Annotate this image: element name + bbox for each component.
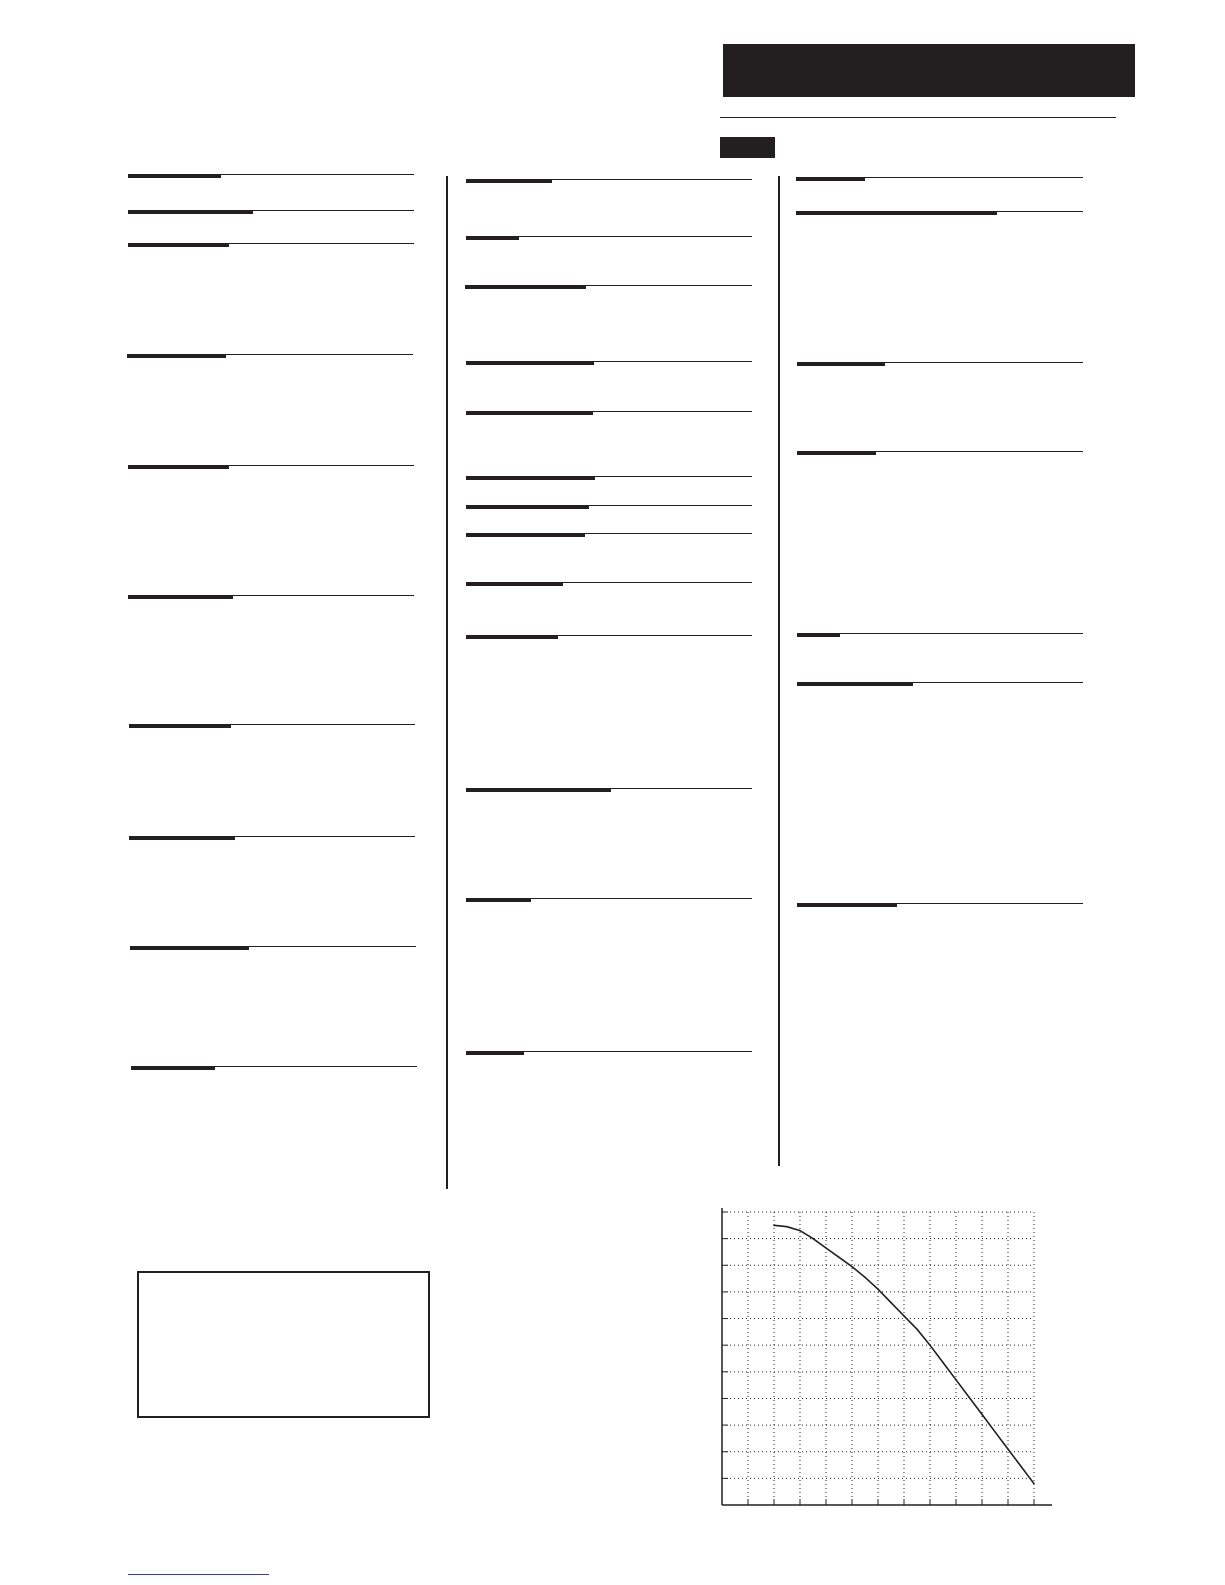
section-heading-rule <box>127 354 413 355</box>
performance-chart <box>712 1200 1062 1510</box>
section-heading-rule <box>466 898 752 899</box>
section-heading-rule <box>466 788 752 789</box>
series-point <box>773 1225 775 1227</box>
section-heading-rule <box>466 411 752 412</box>
section-heading-rule <box>466 635 752 636</box>
series-point <box>851 1266 853 1268</box>
section-heading-rule <box>796 177 1083 178</box>
section-heading-rule <box>128 210 414 211</box>
title-rule <box>720 117 1116 118</box>
section-heading-rule <box>465 285 752 286</box>
series-point <box>890 1302 892 1304</box>
section-heading-rule <box>128 465 414 466</box>
section-heading-rule <box>130 946 416 947</box>
section-heading-rule <box>128 595 414 596</box>
note-box <box>137 1271 430 1418</box>
series-point <box>1033 1483 1035 1485</box>
section-heading-rule <box>797 682 1083 683</box>
section-heading-rule <box>797 903 1083 904</box>
section-tab <box>720 137 775 158</box>
column-divider-2 <box>778 176 780 1166</box>
section-heading-rule <box>129 836 415 837</box>
series-point <box>812 1238 814 1240</box>
series-point <box>864 1276 866 1278</box>
section-heading-rule <box>797 633 1083 634</box>
section-heading-rule <box>466 236 752 237</box>
section-heading-rule <box>797 451 1083 452</box>
section-heading-rule <box>129 724 415 725</box>
series-point <box>916 1328 918 1330</box>
series-point <box>955 1379 957 1381</box>
section-heading-rule <box>797 362 1083 363</box>
series-point <box>981 1414 983 1416</box>
series-point <box>1007 1448 1009 1450</box>
column-divider-1 <box>446 176 448 1189</box>
section-heading-rule <box>128 174 414 175</box>
series-point <box>942 1362 944 1364</box>
section-heading-rule <box>466 582 752 583</box>
section-heading-rule <box>466 505 752 506</box>
series-point <box>799 1230 801 1232</box>
section-heading-rule <box>466 476 752 477</box>
series-point <box>994 1431 996 1433</box>
section-heading-rule <box>466 179 752 180</box>
series-point <box>838 1256 840 1258</box>
section-heading-rule <box>131 1066 417 1067</box>
series-point <box>825 1247 827 1249</box>
series-point <box>968 1396 970 1398</box>
series-point <box>877 1288 879 1290</box>
footer-link[interactable] <box>128 1574 269 1575</box>
series-point <box>1020 1466 1022 1468</box>
section-heading-rule <box>466 1051 752 1052</box>
section-heading-rule <box>466 361 752 362</box>
series-point <box>786 1226 788 1228</box>
series-point <box>903 1315 905 1317</box>
title-banner <box>723 44 1135 97</box>
section-heading-rule <box>466 533 752 534</box>
series-point <box>929 1344 931 1346</box>
section-heading-rule <box>128 243 414 244</box>
section-heading-rule <box>796 211 1083 212</box>
